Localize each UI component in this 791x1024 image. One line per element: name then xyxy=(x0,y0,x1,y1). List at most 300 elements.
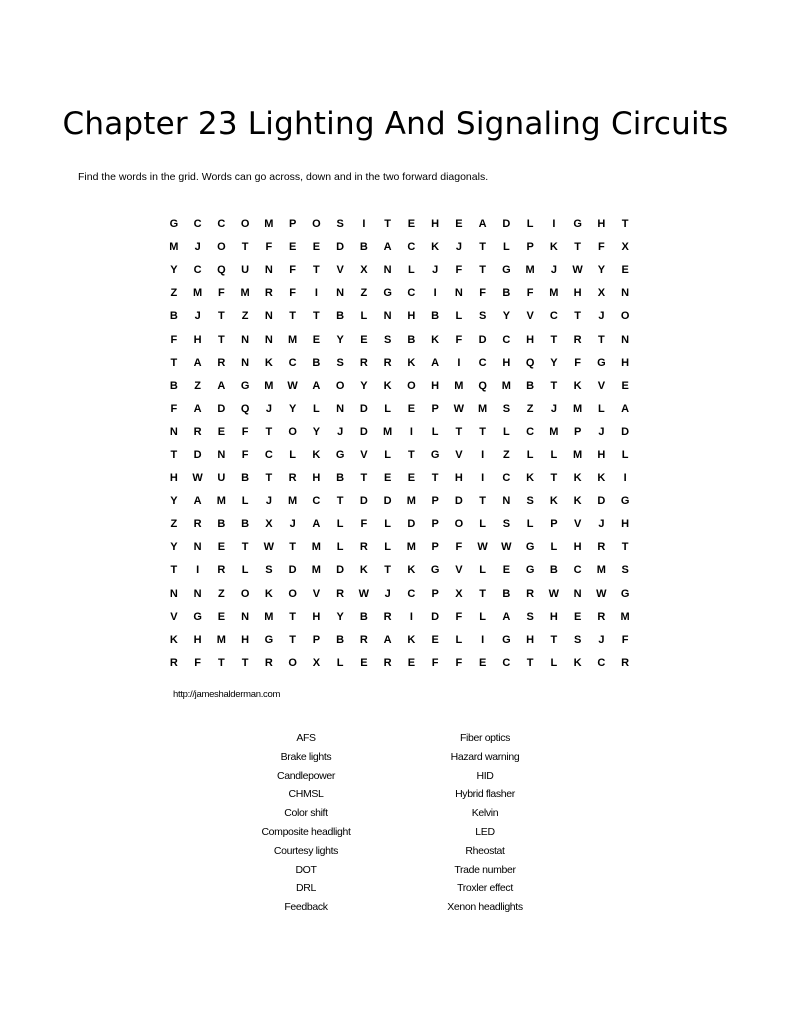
grid-letter: H xyxy=(526,333,535,346)
grid-letter: J xyxy=(455,241,462,254)
grid-letter: P xyxy=(573,425,582,438)
grid-letter: S xyxy=(265,564,273,577)
grid-letter: E xyxy=(407,472,416,485)
grid-letter: L xyxy=(241,495,249,508)
grid-letter: M xyxy=(193,287,203,300)
grid-letter: L xyxy=(550,448,558,461)
word-list-item: Rheostat xyxy=(465,844,505,857)
grid-letter: L xyxy=(360,310,368,323)
grid-letter: A xyxy=(193,402,202,415)
grid-letter: E xyxy=(288,241,297,254)
grid-letter: V xyxy=(597,379,606,392)
grid-letter: B xyxy=(549,564,558,577)
word-list-item: Composite headlight xyxy=(261,825,351,838)
grid-letter: B xyxy=(359,241,368,254)
grid-letter: M xyxy=(169,241,179,254)
grid-letter: L xyxy=(526,218,534,231)
grid-letter: H xyxy=(431,218,440,231)
grid-row xyxy=(162,352,638,375)
grid-letter: L xyxy=(503,241,510,254)
grid-letter: N xyxy=(383,310,392,323)
grid-letter: L xyxy=(479,518,486,531)
grid-letter: V xyxy=(170,610,178,623)
word-list-item: Hazard warning xyxy=(450,750,520,763)
grid-letter: Y xyxy=(336,333,344,346)
grid-letter: F xyxy=(241,425,249,438)
grid-letter: D xyxy=(288,564,297,577)
grid-letter: B xyxy=(336,310,345,323)
grid-letter: T xyxy=(241,541,249,554)
grid-letter: J xyxy=(265,402,272,415)
grid-letter: J xyxy=(550,402,557,415)
grid-letter: V xyxy=(312,587,321,600)
grid-letter: M xyxy=(216,633,226,646)
grid-letter: G xyxy=(502,633,511,646)
grid-letter: N xyxy=(264,264,273,277)
grid-letter: A xyxy=(431,356,440,369)
grid-letter: F xyxy=(265,241,273,254)
grid-letter: M xyxy=(620,610,630,623)
grid-letter: O xyxy=(620,310,630,323)
grid-letter: G xyxy=(525,564,535,577)
grid-letter: E xyxy=(478,656,487,669)
grid-letter: T xyxy=(455,425,463,438)
grid-letter: T xyxy=(289,310,296,323)
word-list-item: Fiber optics xyxy=(459,732,511,744)
grid-letter: L xyxy=(431,425,439,438)
grid-letter: L xyxy=(526,518,534,531)
grid-letter: V xyxy=(573,518,582,531)
grid-row xyxy=(162,583,638,606)
grid-letter: T xyxy=(360,472,368,485)
grid-letter: T xyxy=(265,472,273,485)
grid-letter: H xyxy=(502,356,511,369)
grid-letter: M xyxy=(573,402,583,415)
grid-letter: M xyxy=(264,610,274,623)
grid-letter: N xyxy=(502,495,511,508)
grid-row xyxy=(162,652,638,675)
grid-letter: Y xyxy=(550,356,558,369)
grid-letter: C xyxy=(193,264,202,277)
grid-letter: M xyxy=(478,402,488,415)
grid-letter: H xyxy=(407,310,416,323)
grid-letter: C xyxy=(288,356,297,369)
grid-letter: G xyxy=(620,587,630,600)
word-list-item: Brake lights xyxy=(280,750,332,763)
grid-letter: T xyxy=(313,264,320,277)
grid-letter: J xyxy=(598,425,605,438)
grid-letter: M xyxy=(264,379,274,392)
grid-letter: T xyxy=(574,310,581,323)
grid-letter: F xyxy=(598,241,605,254)
grid-letter: K xyxy=(597,472,606,485)
grid-letter: B xyxy=(241,472,250,485)
grid-letter: L xyxy=(408,264,415,277)
grid-letter: H xyxy=(573,541,582,554)
grid-row xyxy=(162,236,638,259)
grid-letter: A xyxy=(193,495,202,508)
grid-letter: C xyxy=(597,656,606,669)
grid-letter: E xyxy=(312,241,321,254)
grid-letter: Z xyxy=(526,402,534,415)
grid-letter: F xyxy=(455,264,463,277)
grid-letter: K xyxy=(407,564,416,577)
grid-letter: F xyxy=(455,541,463,554)
grid-letter: O xyxy=(288,656,297,669)
grid-letter: F xyxy=(289,264,296,277)
grid-letter: T xyxy=(479,241,486,254)
grid-row xyxy=(162,490,638,513)
grid-row xyxy=(162,629,638,652)
grid-letter: B xyxy=(502,587,511,600)
grid-letter: L xyxy=(550,541,558,554)
grid-letter: S xyxy=(526,495,534,508)
grid-letter: E xyxy=(431,633,439,646)
grid-letter: T xyxy=(621,541,629,554)
grid-letter: F xyxy=(170,402,178,415)
word-list-item: LED xyxy=(475,825,495,838)
grid-letter: Z xyxy=(194,379,201,392)
grid-letter: M xyxy=(406,541,416,554)
grid-letter: O xyxy=(407,379,416,392)
grid-letter: R xyxy=(336,587,345,600)
grid-letter: I xyxy=(481,472,485,485)
grid-letter: T xyxy=(550,472,558,485)
grid-letter: K xyxy=(264,356,273,369)
grid-letter: K xyxy=(312,448,321,461)
grid-letter: V xyxy=(455,564,463,577)
grid-letter: E xyxy=(217,610,226,623)
grid-letter: D xyxy=(621,425,630,438)
word-search-grid xyxy=(162,213,638,675)
grid-letter: K xyxy=(407,356,416,369)
grid-letter: O xyxy=(335,379,345,392)
grid-letter: C xyxy=(502,472,511,485)
grid-letter: Y xyxy=(312,425,321,438)
grid-letter: J xyxy=(432,264,439,277)
grid-letter: I xyxy=(481,448,485,461)
grid-letter: C xyxy=(573,564,582,577)
instructions: Find the words in the grid. Words can go across, down and in the two forward diagonals. xyxy=(78,171,489,183)
grid-letter: D xyxy=(502,218,511,231)
grid-letter: L xyxy=(550,656,558,669)
grid-letter: Y xyxy=(288,402,297,415)
grid-letter: G xyxy=(430,448,440,461)
grid-letter: G xyxy=(193,610,202,623)
grid-letter: M xyxy=(383,425,393,438)
grid-letter: C xyxy=(502,656,511,669)
word-list-left xyxy=(206,729,406,917)
grid-letter: I xyxy=(457,356,461,369)
grid-letter: H xyxy=(526,633,535,646)
grid-letter: D xyxy=(431,610,440,623)
grid-letter: F xyxy=(218,287,225,300)
grid-letter: S xyxy=(336,356,344,369)
grid-letter: E xyxy=(502,564,511,577)
grid-letter: X xyxy=(621,241,629,254)
grid-letter: T xyxy=(241,241,249,254)
grid-letter: R xyxy=(264,287,273,300)
grid-letter: R xyxy=(359,541,368,554)
grid-letter: J xyxy=(194,241,201,254)
grid-letter: K xyxy=(169,633,178,646)
grid-letter: N xyxy=(217,448,226,461)
grid-letter: D xyxy=(336,241,345,254)
grid-letter: L xyxy=(503,425,510,438)
grid-letter: G xyxy=(240,379,250,392)
grid-letter: G xyxy=(573,218,582,231)
grid-letter: T xyxy=(384,564,391,577)
grid-letter: K xyxy=(549,495,558,508)
grid-letter: R xyxy=(597,541,606,554)
word-list-item: Troxler effect xyxy=(457,882,513,895)
grid-letter: Q xyxy=(240,402,250,415)
grid-letter: N xyxy=(264,310,273,323)
grid-letter: T xyxy=(621,218,629,231)
grid-letter: D xyxy=(359,495,368,508)
grid-letter: J xyxy=(289,518,296,531)
grid-letter: B xyxy=(502,287,511,300)
grid-letter: L xyxy=(384,541,391,554)
grid-letter: G xyxy=(502,264,511,277)
grid-letter: F xyxy=(574,356,581,369)
grid-letter: M xyxy=(596,564,606,577)
grid-letter: N xyxy=(193,541,202,554)
grid-letter: H xyxy=(549,610,558,623)
grid-letter: K xyxy=(573,472,582,485)
grid-letter: C xyxy=(407,241,416,254)
grid-letter: M xyxy=(288,495,298,508)
word-list-item: AFS xyxy=(296,732,316,744)
grid-letter: O xyxy=(454,518,464,531)
grid-letter: H xyxy=(193,633,202,646)
grid-letter: C xyxy=(549,310,558,323)
grid-letter: U xyxy=(217,472,226,485)
grid-letter: R xyxy=(383,610,392,623)
grid-letter: L xyxy=(384,518,391,531)
grid-letter: H xyxy=(312,472,321,485)
grid-letter: H xyxy=(573,287,582,300)
grid-letter: M xyxy=(573,448,583,461)
grid-letter: F xyxy=(455,656,463,669)
word-list-item: Kelvin xyxy=(471,807,499,820)
grid-letter: T xyxy=(479,264,486,277)
grid-letter: R xyxy=(193,518,202,531)
grid-row xyxy=(162,559,638,582)
grid-letter: X xyxy=(455,587,463,600)
grid-letter: K xyxy=(549,241,558,254)
grid-letter: M xyxy=(288,333,298,346)
grid-letter: K xyxy=(383,379,392,392)
grid-letter: E xyxy=(621,264,629,277)
grid-letter: H xyxy=(621,356,630,369)
grid-letter: I xyxy=(552,218,556,231)
grid-letter: T xyxy=(598,333,605,346)
grid-letter: P xyxy=(526,241,534,254)
grid-letter: K xyxy=(407,633,416,646)
word-list-item: Feedback xyxy=(284,901,328,914)
grid-letter: F xyxy=(289,287,296,300)
grid-letter: A xyxy=(217,379,226,392)
grid-letter: N xyxy=(336,402,345,415)
grid-letter: X xyxy=(360,264,368,277)
grid-letter: N xyxy=(621,333,630,346)
word-list-item: Candlepower xyxy=(276,769,336,782)
grid-letter: A xyxy=(383,633,392,646)
grid-letter: H xyxy=(312,610,321,623)
grid-letter: L xyxy=(598,402,605,415)
grid-letter: R xyxy=(217,356,226,369)
source-url: http://jameshalderman.com xyxy=(173,689,281,700)
grid-letter: R xyxy=(597,610,606,623)
grid-letter: B xyxy=(312,356,321,369)
grid-letter: Z xyxy=(360,287,368,300)
grid-letter: D xyxy=(454,495,463,508)
grid-letter: T xyxy=(408,448,415,461)
grid-letter: D xyxy=(407,518,416,531)
grid-row xyxy=(162,444,638,467)
grid-letter: H xyxy=(241,633,250,646)
grid-letter: N xyxy=(241,356,250,369)
grid-letter: D xyxy=(217,402,226,415)
grid-letter: X xyxy=(265,518,273,531)
grid-letter: Q xyxy=(217,264,226,277)
grid-row xyxy=(162,536,638,559)
grid-letter: T xyxy=(550,333,558,346)
grid-letter: T xyxy=(479,495,486,508)
grid-letter: N xyxy=(241,333,250,346)
grid-letter: B xyxy=(169,379,178,392)
grid-letter: T xyxy=(550,633,558,646)
grid-letter: V xyxy=(360,448,368,461)
grid-letter: T xyxy=(170,564,178,577)
grid-letter: T xyxy=(170,356,178,369)
grid-letter: F xyxy=(455,610,463,623)
grid-letter: Y xyxy=(170,264,178,277)
grid-letter: A xyxy=(312,379,321,392)
grid-letter: R xyxy=(359,356,368,369)
grid-letter: T xyxy=(289,541,296,554)
grid-letter: R xyxy=(621,656,630,669)
grid-letter: L xyxy=(241,564,249,577)
grid-letter: T xyxy=(550,379,558,392)
grid-letter: G xyxy=(597,356,606,369)
grid-letter: A xyxy=(502,610,511,623)
grid-letter: K xyxy=(431,333,440,346)
grid-letter: P xyxy=(431,541,439,554)
grid-letter: O xyxy=(312,218,321,231)
grid-letter: B xyxy=(336,472,345,485)
grid-letter: F xyxy=(431,656,439,669)
grid-letter: J xyxy=(550,264,557,277)
grid-letter: S xyxy=(502,518,511,531)
grid-letter: W xyxy=(596,587,607,600)
grid-letter: Z xyxy=(218,587,225,600)
grid-letter: P xyxy=(431,495,439,508)
grid-row xyxy=(162,328,638,351)
grid-letter: A xyxy=(312,518,321,531)
grid-letter: K xyxy=(264,587,273,600)
grid-letter: N xyxy=(241,610,250,623)
grid-letter: P xyxy=(431,587,439,600)
grid-letter: A xyxy=(193,356,202,369)
grid-letter: M xyxy=(311,564,321,577)
word-list-item: CHMSL xyxy=(288,788,324,801)
grid-row xyxy=(162,467,638,490)
grid-letter: L xyxy=(455,310,463,323)
grid-letter: R xyxy=(383,356,392,369)
grid-letter: L xyxy=(336,518,344,531)
grid-letter: W xyxy=(287,379,298,392)
grid-letter: N xyxy=(193,587,202,600)
grid-letter: M xyxy=(454,379,464,392)
grid-letter: W xyxy=(548,587,560,600)
grid-letter: G xyxy=(335,448,345,461)
grid-letter: R xyxy=(169,656,178,669)
grid-letter: Y xyxy=(170,495,178,508)
grid-letter: K xyxy=(526,472,535,485)
grid-letter: I xyxy=(196,564,200,577)
word-list-item: DOT xyxy=(295,863,317,876)
word-list-item: Color shift xyxy=(284,807,328,820)
grid-letter: U xyxy=(241,264,250,277)
grid-letter: T xyxy=(384,218,391,231)
grid-letter: F xyxy=(621,633,629,646)
grid-letter: L xyxy=(455,633,463,646)
grid-letter: O xyxy=(240,587,250,600)
grid-letter: T xyxy=(241,656,249,669)
grid-letter: F xyxy=(479,287,486,300)
grid-letter: T xyxy=(574,241,581,254)
grid-letter: M xyxy=(216,495,226,508)
grid-letter: I xyxy=(481,633,485,646)
page-title: Chapter 23 Lighting And Signaling Circuits xyxy=(62,106,729,142)
grid-letter: T xyxy=(289,633,296,646)
grid-letter: G xyxy=(169,218,179,231)
grid-letter: W xyxy=(477,541,488,554)
grid-letter: L xyxy=(479,564,486,577)
grid-letter: L xyxy=(336,541,344,554)
grid-letter: E xyxy=(312,333,321,346)
grid-letter: T xyxy=(170,448,178,461)
grid-letter: M xyxy=(240,287,250,300)
grid-letter: G xyxy=(525,541,535,554)
grid-letter: C xyxy=(502,333,511,346)
grid-letter: O xyxy=(288,587,297,600)
grid-letter: S xyxy=(621,564,629,577)
grid-letter: X xyxy=(312,656,321,669)
grid-letter: J xyxy=(194,310,201,323)
grid-letter: T xyxy=(479,425,486,438)
grid-letter: Y xyxy=(597,264,606,277)
grid-letter: F xyxy=(360,518,368,531)
grid-letter: H xyxy=(621,518,630,531)
grid-letter: J xyxy=(265,495,272,508)
grid-letter: K xyxy=(359,564,368,577)
grid-letter: A xyxy=(478,218,487,231)
grid-letter: F xyxy=(526,287,534,300)
grid-letter: D xyxy=(478,333,487,346)
grid-letter: C xyxy=(312,495,321,508)
grid-letter: D xyxy=(383,495,392,508)
grid-letter: E xyxy=(360,333,368,346)
grid-letter: T xyxy=(218,333,225,346)
grid-letter: Z xyxy=(241,310,249,323)
grid-letter: M xyxy=(264,218,274,231)
grid-letter: E xyxy=(360,656,368,669)
grid-letter: F xyxy=(170,333,178,346)
grid-letter: L xyxy=(336,656,344,669)
